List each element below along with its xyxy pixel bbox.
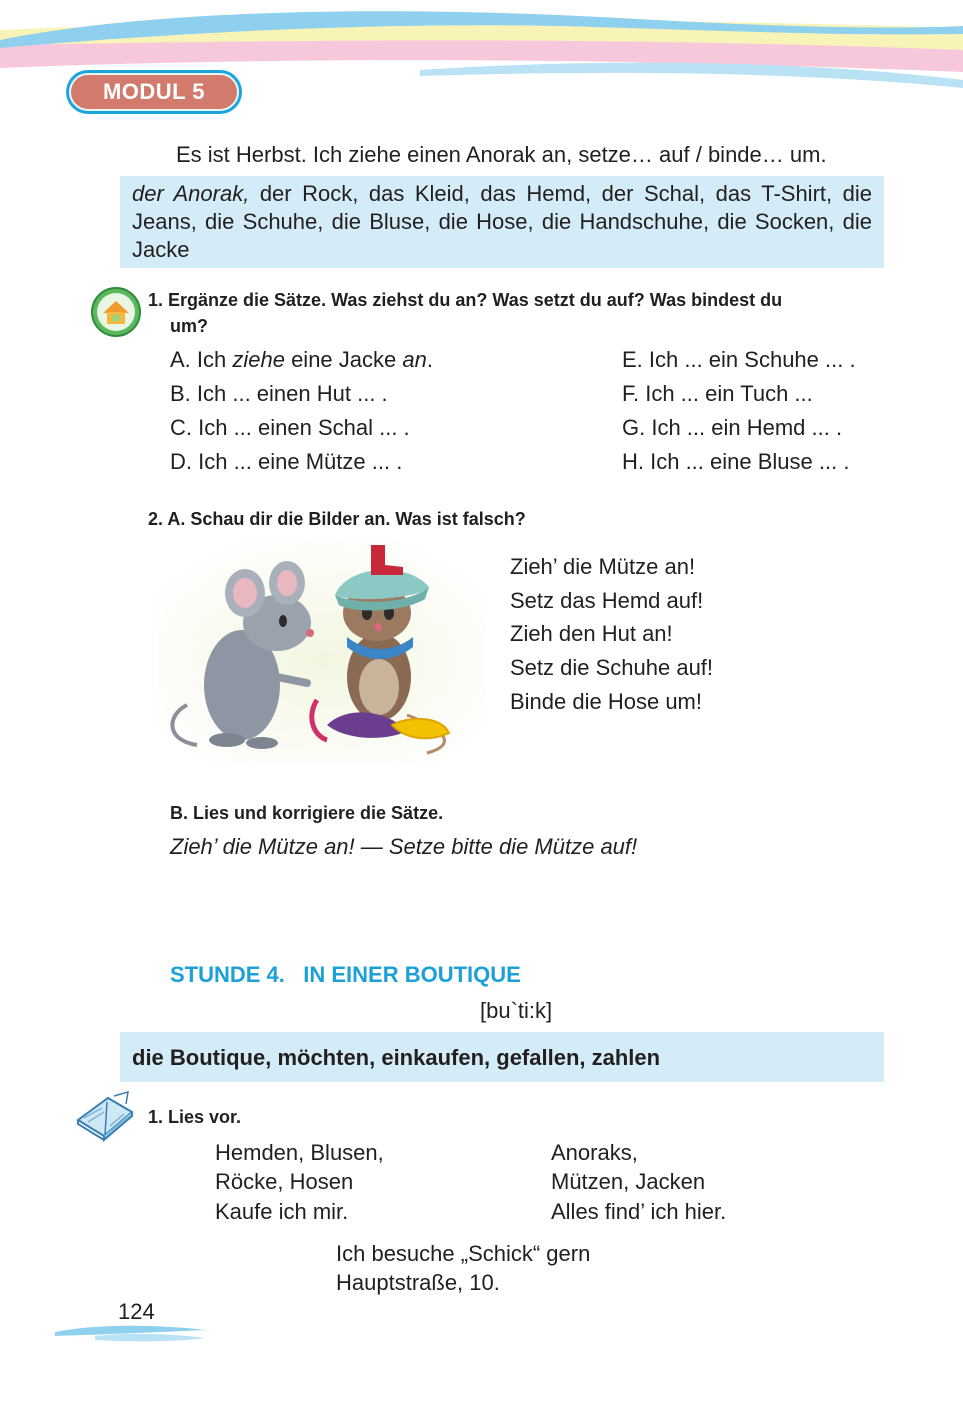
lesson-title: STUNDE 4. IN EINER BOUTIQUE bbox=[170, 962, 521, 987]
poem-right-line-2: Mützen, Jacken bbox=[551, 1169, 706, 1194]
command-4: Setz die Schuhe auf! bbox=[510, 655, 714, 680]
footer-decorative-wave bbox=[55, 1322, 205, 1344]
example-part: eine Jacke bbox=[284, 347, 403, 372]
vocabulary-box bbox=[120, 176, 884, 268]
intro-sentence: Es ist Herbst. Ich ziehe einen Anorak an, setze… auf / binde… um. bbox=[176, 142, 827, 167]
module-badge bbox=[66, 70, 242, 114]
exercise-1-title-line-2: um? bbox=[170, 316, 208, 336]
example-part: . bbox=[426, 347, 433, 372]
page-number: 124 bbox=[118, 1299, 155, 1324]
exercise-1-item-c: C. Ich ... einen Schal ... . bbox=[170, 415, 410, 440]
poem-right-line-1: Anoraks, bbox=[551, 1140, 638, 1165]
lesson-vocabulary-box: die Boutique, möchten, einkaufen, gefallen, zahlen bbox=[120, 1032, 884, 1082]
exercise-2b-title: B. Lies und korrigiere die Sätze. bbox=[170, 803, 444, 823]
module-label: MODUL 5 bbox=[69, 73, 239, 111]
poem-right-line-3: Alles find’ ich hier. bbox=[551, 1199, 727, 1224]
exercise-1-example bbox=[170, 343, 433, 377]
command-2: Setz das Hemd auf! bbox=[510, 588, 704, 613]
example-particle: an bbox=[402, 347, 427, 372]
phonetic-transcription: [bu`ti:k] bbox=[480, 998, 553, 1023]
example-verb: ziehe bbox=[232, 347, 285, 372]
exercise-2-title: 2. A. Schau dir die Bilder an. Was ist falsch? bbox=[148, 509, 526, 529]
exercise-1-item-d: D. Ich ... eine Mütze ... . bbox=[170, 449, 403, 474]
exercise-1-title bbox=[148, 287, 782, 339]
poem-left-line-2: Röcke, Hosen bbox=[215, 1169, 354, 1194]
example-part: A. Ich bbox=[170, 347, 233, 372]
poem-left-line-1: Hemden, Blusen, bbox=[215, 1140, 384, 1165]
command-5: Binde die Hose um! bbox=[510, 689, 702, 714]
poem-left-line-3: Kaufe ich mir. bbox=[215, 1199, 349, 1224]
exercise-1-item-h: H. Ich ... eine Bluse ... . bbox=[622, 449, 850, 474]
exercise-1-item-f: F. Ich ... ein Tuch ... bbox=[622, 381, 813, 406]
poem-center-line-2: Hauptstraße, 10. bbox=[336, 1270, 500, 1295]
poem-center-line-1: Ich besuche „Schick“ gern bbox=[336, 1241, 591, 1266]
exercise-2b-example: Zieh’ die Mütze an! — Setze bitte die Mütze auf! bbox=[170, 834, 638, 859]
open-book-icon bbox=[74, 1090, 136, 1146]
exercise-1-item-b: B. Ich ... einen Hut ... . bbox=[170, 381, 388, 406]
exercise-1-item-g: G. Ich ... ein Hemd ... . bbox=[622, 415, 843, 440]
exercise-1-title-line-1: 1. Ergänze die Sätze. Was ziehst du an? Was setzt du auf? Was bindest du bbox=[148, 290, 783, 310]
command-1: Zieh’ die Mütze an! bbox=[510, 554, 696, 579]
exercise-1-item-e: E. Ich ... ein Schuhe ... . bbox=[622, 347, 856, 372]
command-3: Zieh den Hut an! bbox=[510, 621, 673, 646]
home-icon bbox=[90, 286, 142, 338]
mice-illustration bbox=[157, 535, 487, 763]
reading-exercise-title: 1. Lies vor. bbox=[148, 1107, 242, 1127]
vocabulary-list: der Rock, das Kleid, das Hemd, der Schal, das T-Shirt, die Jeans, die Schuhe, die Bluse, die Hose, die Handschuhe, die Socken, die Jacke bbox=[132, 181, 872, 262]
vocabulary-first-word: der Anorak, bbox=[132, 181, 250, 206]
